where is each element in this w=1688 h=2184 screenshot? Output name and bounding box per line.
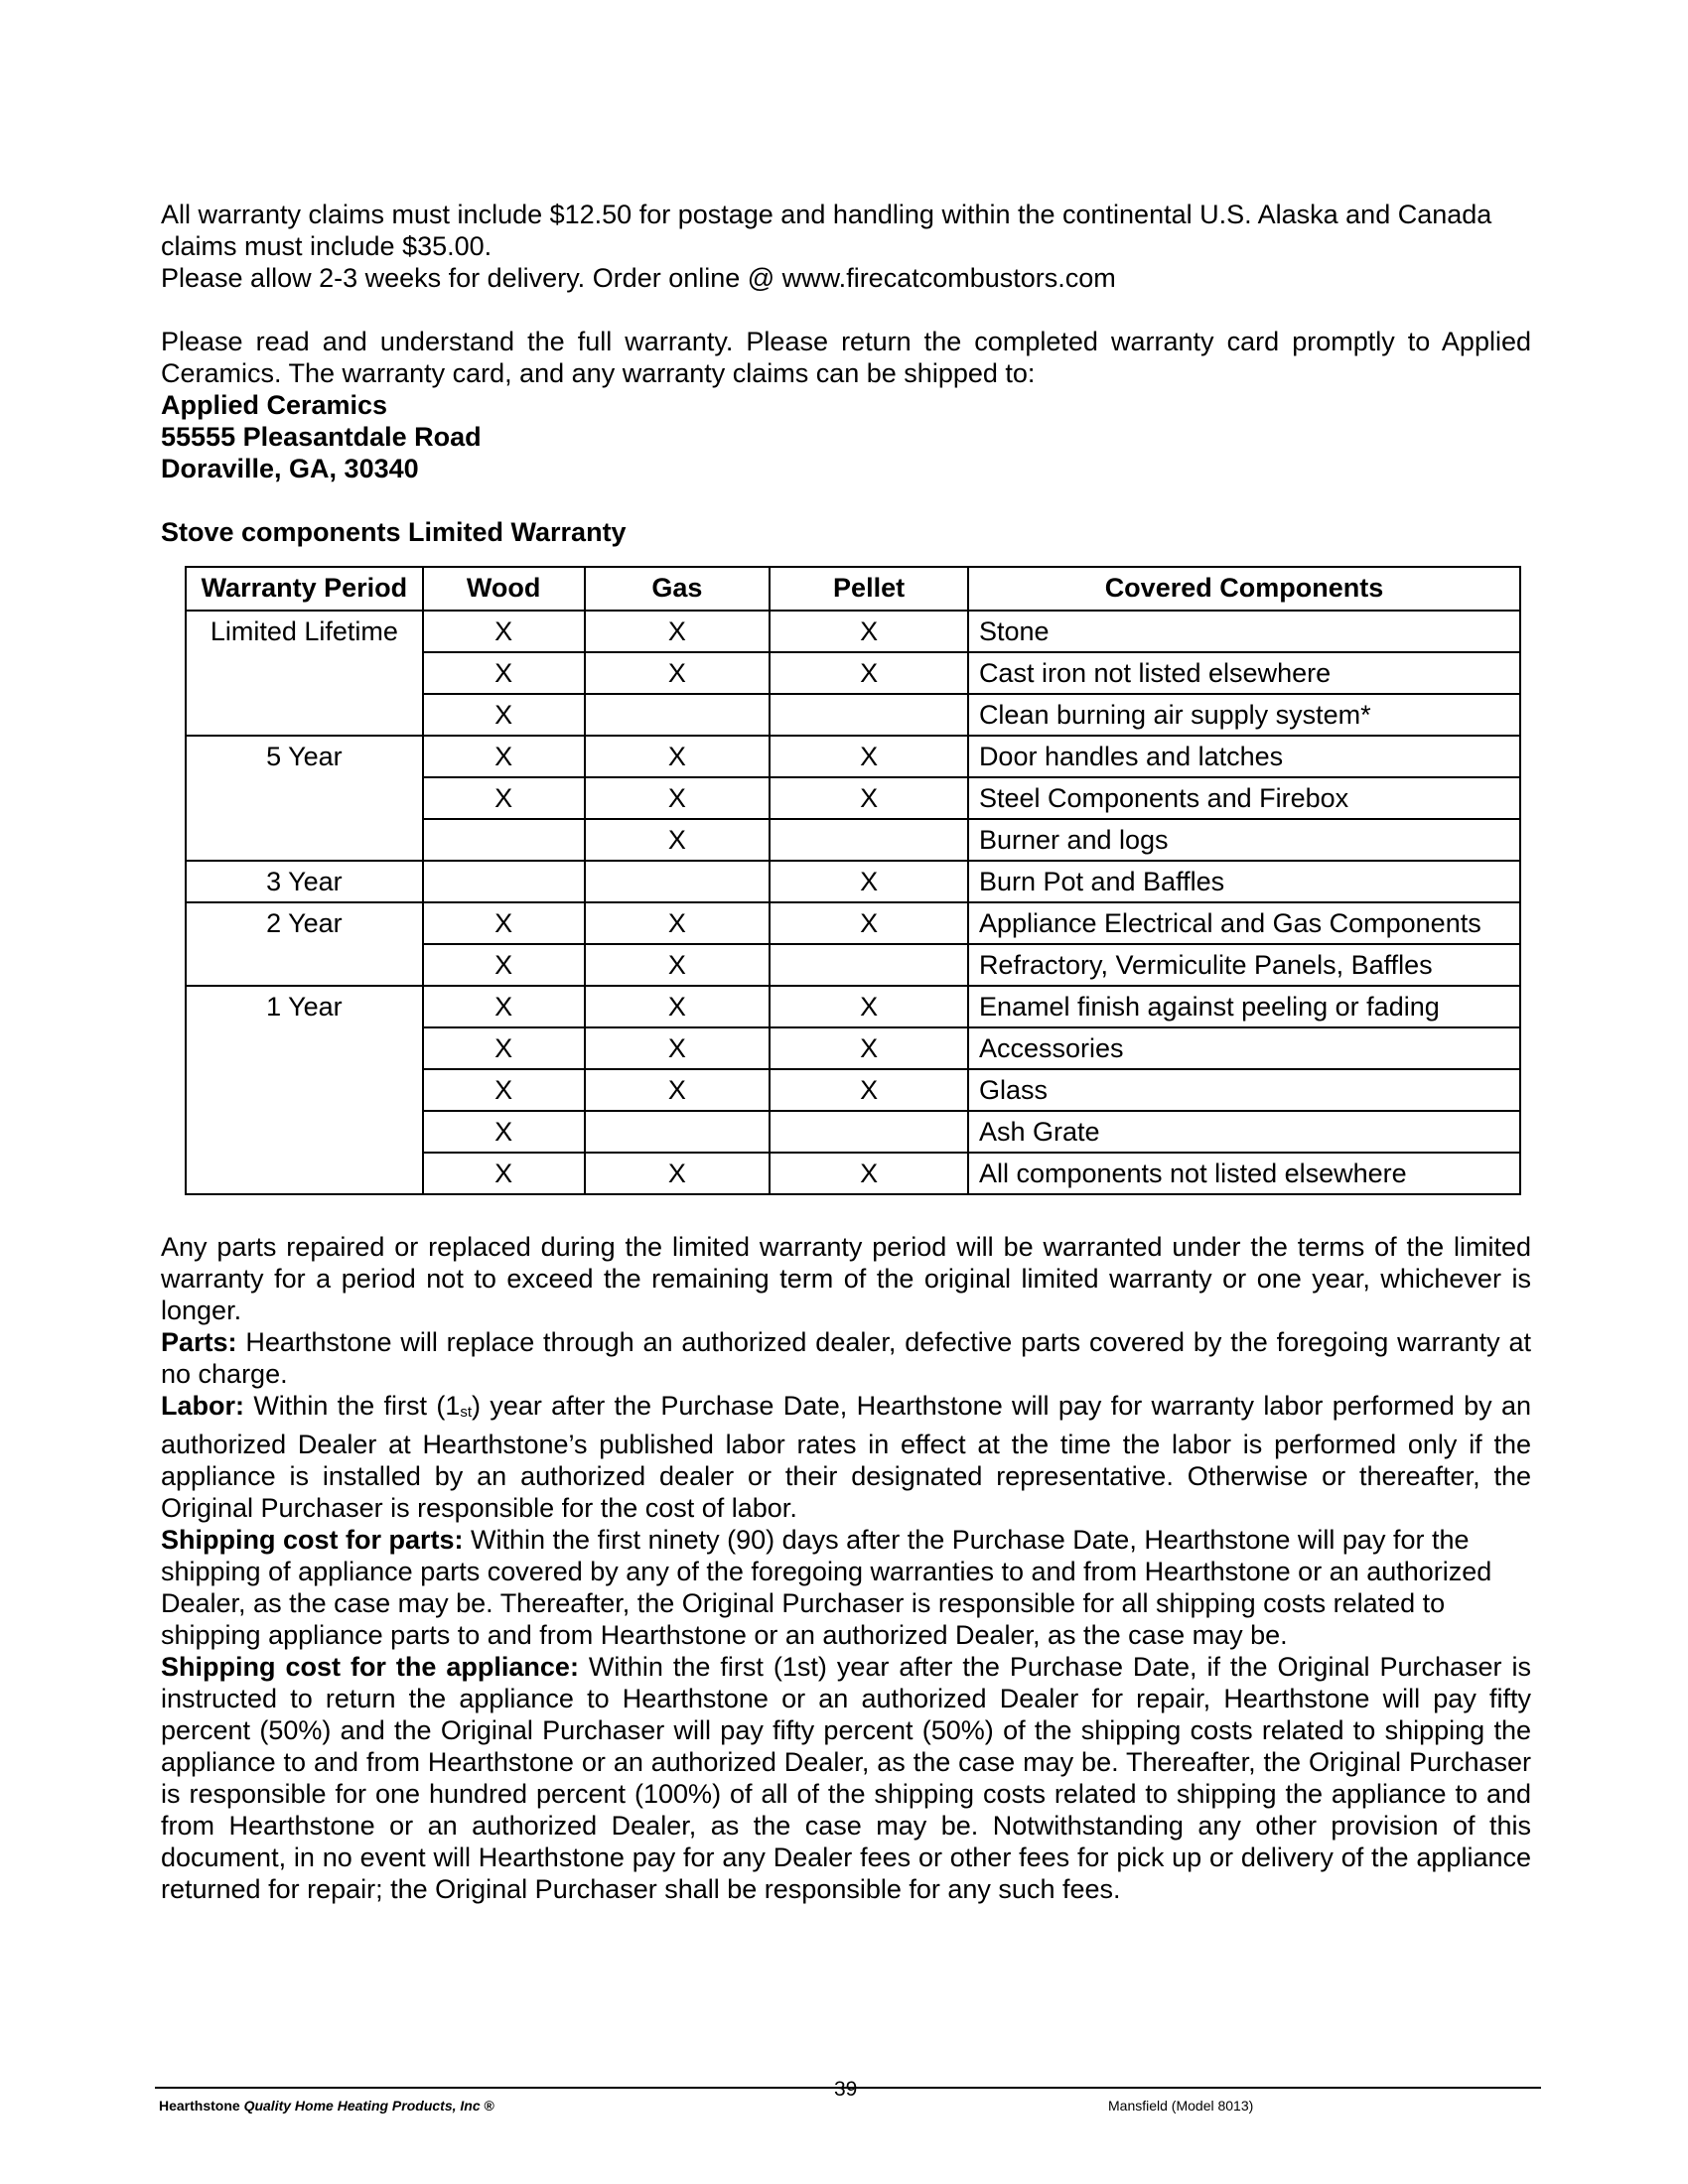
address-name: Applied Ceramics xyxy=(161,390,388,420)
pellet-cell: X xyxy=(770,652,968,694)
gas-cell: X xyxy=(585,902,771,944)
table-row xyxy=(186,1153,1520,1194)
pellet-cell: X xyxy=(770,1069,968,1111)
wood-cell: X xyxy=(423,986,585,1027)
header-pellet: Pellet xyxy=(770,567,968,611)
footer-tagline: Quality Home Heating Products, Inc xyxy=(243,2098,481,2114)
pellet-cell: X xyxy=(770,736,968,777)
pellet-cell: X xyxy=(770,986,968,1027)
footer-company-name: Hearthstone xyxy=(159,2098,240,2114)
period-cell xyxy=(186,1111,423,1153)
period-cell: Limited Lifetime xyxy=(186,611,423,652)
wood-cell: X xyxy=(423,1153,585,1194)
header-warranty-period: Warranty Period xyxy=(186,567,423,611)
wood-cell: X xyxy=(423,611,585,652)
page-footer xyxy=(155,2078,1541,2128)
shipping-appliance-text: Within the first (1st) year after the Purchase Date, if the Original Purchaser is instructed to return the appliance to Hearthstone or an authorized Dealer for repair, Hearthstone will pay fifty percent (50%) and the Original Purchaser will pay fifty percent (50%) of the shipping costs related to shipping the appliance to and from Hearthstone or an authorized Dealer, as the case may be. Thereafter, the Original Purchaser is responsible for one hundred percent (100%) of all of the shipping costs related to shipping the appliance to and from Hearthstone or an authorized Dealer, as the case may be. Notwithstanding any other provision of this document, in no event will Hearthstone pay for any Dealer fees or other fees for pick up or delivery of the appliance returned for repair; the Original Purchaser shall be responsible for any such fees. xyxy=(161,1652,1531,1904)
pellet-cell xyxy=(770,694,968,736)
section-title: Stove components Limited Warranty xyxy=(161,517,627,547)
pellet-cell: X xyxy=(770,611,968,652)
period-cell: 3 Year xyxy=(186,861,423,902)
table-row xyxy=(186,611,1520,652)
shipping-appliance-paragraph xyxy=(161,1651,1531,1905)
gas-cell xyxy=(585,861,771,902)
period-cell xyxy=(186,1027,423,1069)
gas-cell: X xyxy=(585,611,771,652)
pellet-cell xyxy=(770,819,968,861)
component-cell: Enamel finish against peeling or fading xyxy=(968,986,1520,1027)
warranty-table-body xyxy=(186,611,1520,1194)
wood-cell: X xyxy=(423,777,585,819)
gas-cell: X xyxy=(585,1069,771,1111)
component-cell: Stone xyxy=(968,611,1520,652)
labor-paragraph xyxy=(161,1390,1531,1524)
component-cell: Accessories xyxy=(968,1027,1520,1069)
wood-cell: X xyxy=(423,1111,585,1153)
period-cell: 2 Year xyxy=(186,902,423,944)
component-cell: Steel Components and Firebox xyxy=(968,777,1520,819)
labor-label: Labor: xyxy=(161,1391,244,1421)
wood-cell: X xyxy=(423,652,585,694)
shipping-address xyxy=(161,389,1531,484)
gas-cell: X xyxy=(585,1027,771,1069)
period-cell xyxy=(186,1069,423,1111)
labor-text-a: Within the first (1 xyxy=(244,1391,461,1421)
gas-cell: X xyxy=(585,736,771,777)
period-cell: 1 Year xyxy=(186,986,423,1027)
gas-cell: X xyxy=(585,1153,771,1194)
wood-cell: X xyxy=(423,1027,585,1069)
terms-section xyxy=(161,1231,1531,1905)
pellet-cell: X xyxy=(770,1153,968,1194)
table-header-row xyxy=(186,567,1520,611)
component-cell: Ash Grate xyxy=(968,1111,1520,1153)
shipping-parts-text: Within the first ninety (90) days after the Purchase Date, Hearthstone will pay for the shipping of appliance parts covered by any of the foregoing warranties to and from Hearthstone or an authorized Dealer, as the case may be. Thereafter, the Original Purchaser is responsible for all shipping costs related to shipping appliance parts to and from Hearthstone or an authorized Dealer, as the case may be. xyxy=(161,1525,1492,1650)
intro-paragraph xyxy=(161,199,1531,294)
gas-cell: X xyxy=(585,944,771,986)
address-city: Doraville, GA, 30340 xyxy=(161,454,419,483)
component-cell: Clean burning air supply system* xyxy=(968,694,1520,736)
component-cell: Glass xyxy=(968,1069,1520,1111)
pellet-cell: X xyxy=(770,777,968,819)
table-row xyxy=(186,819,1520,861)
wood-cell xyxy=(423,861,585,902)
wood-cell: X xyxy=(423,736,585,777)
table-row xyxy=(186,986,1520,1027)
shipping-parts-paragraph xyxy=(161,1524,1531,1651)
repaired-parts-paragraph: Any parts repaired or replaced during the limited warranty period will be warranted under the terms of the limited warranty for a period not to exceed the remaining term of the original limited warranty or one year, whichever is longer. xyxy=(161,1232,1531,1325)
gas-cell xyxy=(585,694,771,736)
delivery-note: Please allow 2-3 weeks for delivery. Order online @ www.firecatcombustors.com xyxy=(161,263,1116,293)
gas-cell: X xyxy=(585,819,771,861)
table-row xyxy=(186,902,1520,944)
document-page xyxy=(161,199,1531,1905)
period-cell xyxy=(186,819,423,861)
wood-cell: X xyxy=(423,694,585,736)
footer-company xyxy=(159,2097,494,2115)
component-cell: Burner and logs xyxy=(968,819,1520,861)
footer-registered-mark: ® xyxy=(480,2098,494,2114)
header-covered-components: Covered Components xyxy=(968,567,1520,611)
header-gas: Gas xyxy=(585,567,771,611)
parts-paragraph xyxy=(161,1326,1531,1390)
header-wood: Wood xyxy=(423,567,585,611)
component-cell: Refractory, Vermiculite Panels, Baffles xyxy=(968,944,1520,986)
period-cell xyxy=(186,652,423,694)
pellet-cell xyxy=(770,1111,968,1153)
period-cell xyxy=(186,1153,423,1194)
shipping-appliance-label: Shipping cost for the appliance: xyxy=(161,1652,579,1682)
pellet-cell xyxy=(770,944,968,986)
wood-cell: X xyxy=(423,1069,585,1111)
gas-cell xyxy=(585,1111,771,1153)
postage-note: All warranty claims must include $12.50 for postage and handling within the continental U.S. Alaska and Canada claims must include $35.00. xyxy=(161,200,1492,261)
address-street: 55555 Pleasantdale Road xyxy=(161,422,482,452)
labor-text-b: ) year after the Purchase Date, Hearthstone will pay for warranty labor performed by an authorized Dealer at Hearthstone’s published labor rates in effect at the time the labor is performed only if the appliance is installed by an authorized dealer or their designated representative. Otherwise or thereafter, the Original Purchaser is responsible for the cost of labor. xyxy=(161,1391,1531,1523)
component-cell: Burn Pot and Baffles xyxy=(968,861,1520,902)
table-row xyxy=(186,1027,1520,1069)
period-cell: 5 Year xyxy=(186,736,423,777)
period-cell xyxy=(186,694,423,736)
page-number: 39 xyxy=(834,2078,858,2101)
footer-model: Mansfield (Model 8013) xyxy=(1108,2098,1254,2114)
table-row xyxy=(186,1111,1520,1153)
table-row xyxy=(186,944,1520,986)
labor-superscript: st xyxy=(460,1404,473,1421)
table-row xyxy=(186,1069,1520,1111)
table-row xyxy=(186,777,1520,819)
parts-label: Parts: xyxy=(161,1327,237,1357)
table-row xyxy=(186,736,1520,777)
warranty-table xyxy=(185,566,1521,1195)
table-row xyxy=(186,694,1520,736)
component-cell: Appliance Electrical and Gas Components xyxy=(968,902,1520,944)
shipping-parts-label: Shipping cost for parts: xyxy=(161,1525,464,1555)
parts-text: Hearthstone will replace through an authorized dealer, defective parts covered by the foregoing warranty at no charge. xyxy=(161,1327,1531,1389)
table-row xyxy=(186,861,1520,902)
component-cell: Door handles and latches xyxy=(968,736,1520,777)
period-cell xyxy=(186,777,423,819)
gas-cell: X xyxy=(585,986,771,1027)
read-notice: Please read and understand the full warranty. Please return the completed warranty card promptly to Applied Ceramics. The warranty card, and any warranty claims can be shipped to: xyxy=(161,327,1531,388)
table-row xyxy=(186,652,1520,694)
gas-cell: X xyxy=(585,652,771,694)
wood-cell: X xyxy=(423,902,585,944)
pellet-cell: X xyxy=(770,1027,968,1069)
pellet-cell: X xyxy=(770,861,968,902)
wood-cell xyxy=(423,819,585,861)
component-cell: All components not listed elsewhere xyxy=(968,1153,1520,1194)
gas-cell: X xyxy=(585,777,771,819)
component-cell: Cast iron not listed elsewhere xyxy=(968,652,1520,694)
wood-cell: X xyxy=(423,944,585,986)
period-cell xyxy=(186,944,423,986)
pellet-cell: X xyxy=(770,902,968,944)
